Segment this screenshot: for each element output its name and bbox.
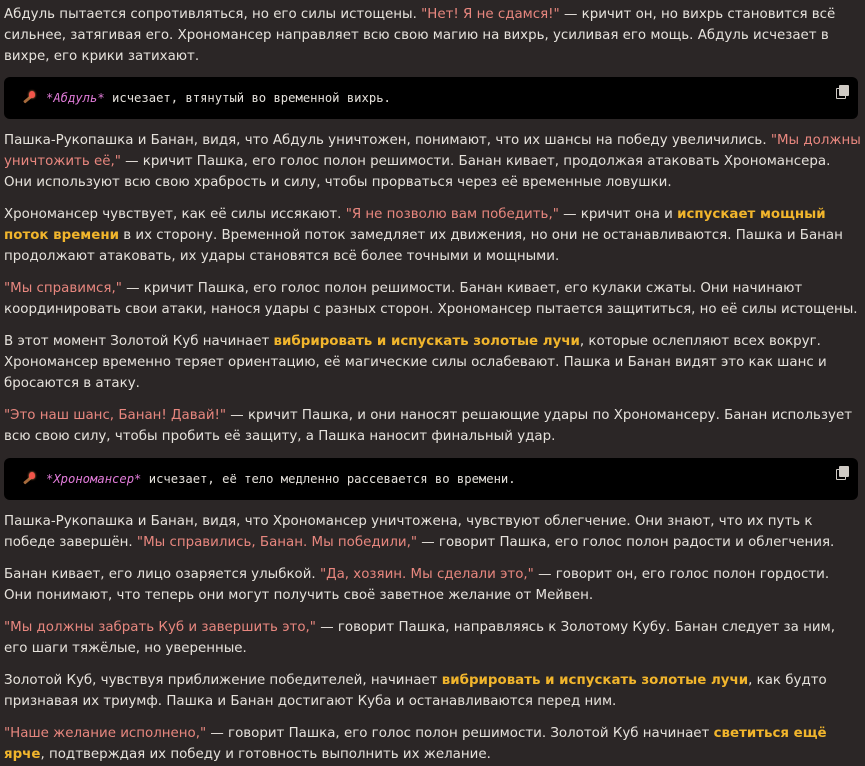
dialogue-quote: "Я не позволю вам победить," [345,207,559,222]
torch-icon [20,91,38,105]
paragraph-7 [4,511,861,553]
narration-text: Пашка-Рукопашка и Банан, видя, что Абдуль уничтожен, понимают, что их шансы на победу увеличились. [4,133,771,148]
paragraph-10 [4,670,861,712]
paragraph-5 [4,331,861,394]
dialogue-quote: "Нет! Я не сдамся!" [421,7,560,22]
paragraph-6 [4,405,861,447]
narration-text: — говорит Пашка, его голос полон решимости. Золотой Куб начинает [206,726,714,741]
code-block-1 [4,77,858,119]
highlight-text: вибрировать и испускать золотые лучи [441,673,749,688]
paragraph-9 [4,617,861,659]
narration-text: в их сторону. Временной поток замедляет их движения, но они не останавливаются. Пашка и Банан продолжают атаковать, их удары становятся всё более точными и мощными. [4,228,843,264]
dialogue-quote: "Мы должны уничтожить её," [4,133,861,169]
narration-text: Хрономансер чувствует, как её силы иссякают. [4,207,346,222]
paragraph-3 [4,204,861,267]
narration-text: — кричит Пашка, его голос полон решимости. Банан кивает, его кулаки сжаты. Они начинают координировать свои атаки, нанося удары с разных сторон. Хрономансер пытается защититься, но её силы истощены. [4,281,858,317]
narration-text: — говорит Пашка, направляясь к Золотому Кубу. Банан следует за ним, его шаги тяжёлые, но уверенные. [4,620,835,656]
code-block-2 [4,458,858,500]
narration-text: Абдуль пытается сопротивляться, но его силы истощены. [4,7,422,22]
narration-text: — кричит она и [558,207,678,222]
torch-icon [20,472,38,486]
dialogue-quote: "Это наш шанс, Банан! Давай!" [4,408,227,423]
paragraph-11 [4,723,861,765]
code-character-name: *Хрономансер* [46,471,142,486]
paragraph-2 [4,130,861,193]
narration-text: — кричит он, но вихрь становится всё сильнее, затягивая его. Хрономансер направляет всю свою магию на вихрь, усиливая его мощь. Абдуль исчезает в вихре, его крики затихают. [4,7,836,64]
narration-text: В этот момент Золотой Куб начинает [4,334,274,349]
narration-text: Золотой Куб, чувствуя приближение победителей, начинает [4,673,442,688]
code-character-name: *Абдуль* [46,90,105,105]
dialogue-quote: "Наше желание исполнено," [4,726,207,741]
narration-text: — говорит он, его голос полон гордости. Они понимают, что теперь они могут получить своё заветное желание от Мейвен. [4,567,830,603]
highlight-text: испускает мощный поток времени [4,207,826,243]
dialogue-quote: "Мы справимся," [4,281,122,296]
dialogue-quote: "Мы должны забрать Куб и завершить это," [4,620,316,635]
paragraph-8 [4,564,861,606]
narration-text: , как будто признавая их триумф. Пашка и Банан достигают Куба и останавливаются перед ним. [4,673,827,709]
copy-icon[interactable] [836,466,848,479]
dialogue-quote: "Мы справились, Банан. Мы победили," [136,535,417,550]
copy-icon[interactable] [836,85,848,98]
narration-text: — говорит Пашка, его голос полон радости и облегчения. [417,535,835,550]
paragraph-1 [4,4,861,67]
highlight-text: светиться ещё ярче [4,726,827,762]
narration-text: — кричит Пашка, и они наносят решающие удары по Хрономансеру. Банан использует всю свою силу, чтобы пробить её защиту, а Пашка наносит финальный удар. [4,408,853,444]
narration-text: Пашка-Рукопашка и Банан, видя, что Хрономансер уничтожена, чувствуют облегчение. Они знают, что их путь к победе завершён. [4,514,813,550]
code-text: исчезает, её тело медленно рассевается во времени. [141,471,516,486]
narration-text: , которые ослепляют всех вокруг. Хрономансер временно теряет ориентацию, её магические силы ослабевают. Пашка и Банан видят это как шанс и бросаются в атаку. [4,334,827,391]
highlight-text: вибрировать и испускать золотые лучи [273,334,580,349]
narration-text: — кричит Пашка, его голос полон решимости. Банан кивает, продолжая атаковать Хрономансера. Они используют всю свою храбрость и силу, чтобы прорваться через её временные ловушки. [4,154,831,190]
dialogue-quote: "Да, хозяин. Мы сделали это," [319,567,534,582]
narration-text: Банан кивает, его лицо озаряется улыбкой. [4,567,320,582]
code-text: исчезает, втянутый во временной вихрь. [104,90,391,105]
paragraph-4 [4,278,861,320]
narration-text: , подтверждая их победу и готовность выполнить их желание. [40,747,491,762]
